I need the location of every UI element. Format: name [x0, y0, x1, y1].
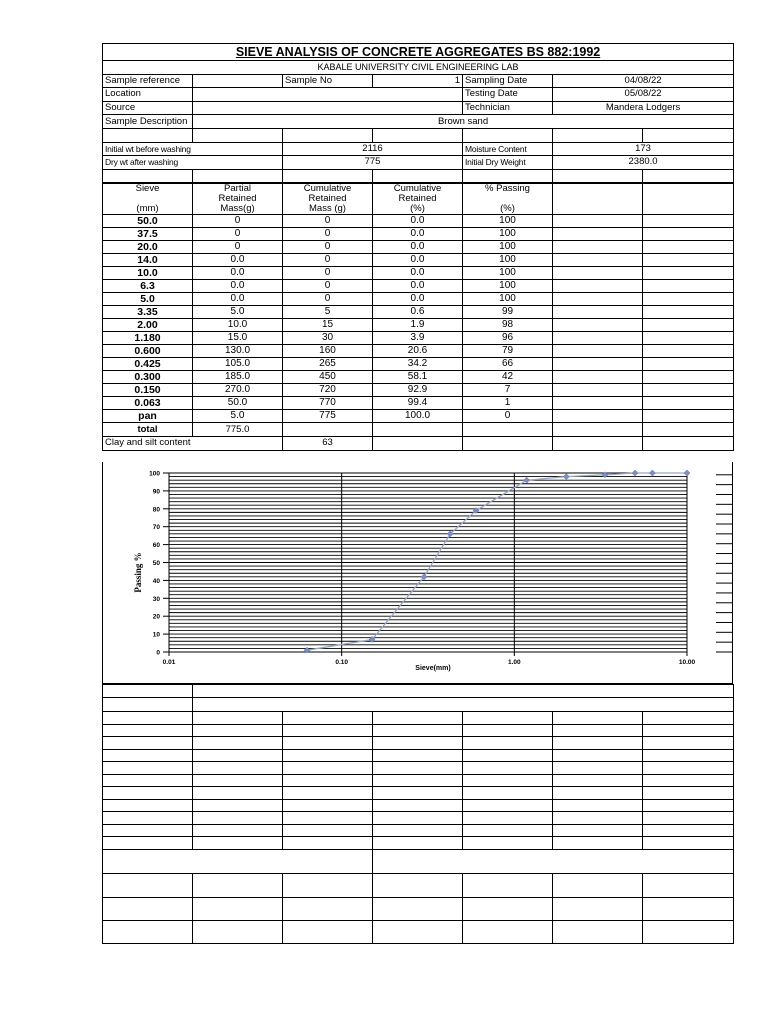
table-cell: 0 [283, 267, 373, 280]
table-cell: 100 [463, 267, 553, 280]
table-cell: 0.0 [373, 280, 463, 293]
table-cell: 99.4 [373, 397, 463, 410]
table-cell: 0.0 [373, 241, 463, 254]
initial-wt-value: 2116 [283, 142, 463, 156]
page-title: SIEVE ANALYSIS OF CONCRETE AGGREGATES BS 882:1992 [103, 44, 734, 61]
column-header: Retained [283, 194, 373, 204]
table-cell: 30 [283, 332, 373, 345]
sieve-size: 0.600 [103, 345, 193, 358]
data-point [632, 470, 638, 476]
lab-name: KABALE UNIVERSITY CIVIL ENGINEERING LAB [103, 61, 734, 75]
table-cell: 0.0 [373, 228, 463, 241]
sample-description-label: Sample Description [103, 115, 193, 129]
column-header: Cumulative [283, 184, 373, 195]
sieve-size: pan [103, 410, 193, 423]
location-label: Location [103, 88, 193, 102]
data-point [524, 477, 530, 483]
table-cell: 7 [463, 384, 553, 397]
sieve-size: 3.35 [103, 306, 193, 319]
table-cell: 0 [283, 293, 373, 306]
testing-date-value: 05/08/22 [553, 88, 734, 102]
table-cell: 720 [283, 384, 373, 397]
sieve-size: 10.0 [103, 267, 193, 280]
y-tick-label: 20 [152, 613, 160, 621]
table-row [103, 293, 734, 306]
table-cell: 0.0 [373, 267, 463, 280]
technician-label: Technician [463, 101, 553, 115]
table-cell: 1.9 [373, 319, 463, 332]
y-tick-label: 60 [152, 542, 160, 550]
table-cell: 0 [283, 254, 373, 267]
sieve-size: 2.00 [103, 319, 193, 332]
table-cell: 100 [463, 293, 553, 306]
table-row [103, 319, 734, 332]
table-row [103, 306, 734, 319]
table-cell: 0.0 [193, 280, 283, 293]
table-cell: 105.0 [193, 358, 283, 371]
y-tick-label: 90 [152, 488, 160, 496]
sample-no-label: Sample No [283, 74, 373, 88]
table-cell: 15.0 [193, 332, 283, 345]
moisture-content-label: Moisture Content [463, 142, 553, 156]
technician-value: Mandera Lodgers [553, 101, 734, 115]
sieve-size: 0.300 [103, 371, 193, 384]
x-axis-label: Sieve(mm) [415, 665, 451, 672]
initial-wt-label: Initial wt before washing [103, 142, 283, 156]
table-cell: 0.0 [373, 215, 463, 228]
table-row [103, 215, 734, 228]
table-cell: 100 [463, 215, 553, 228]
column-header: Sieve [103, 184, 193, 195]
table-cell: 5.0 [193, 306, 283, 319]
sample-description-value: Brown sand [193, 115, 734, 129]
table-cell: 96 [463, 332, 553, 345]
initial-dry-weight-value: 2380.0 [553, 156, 734, 170]
sample-no-value: 1 [373, 74, 463, 88]
sieve-table [102, 183, 734, 450]
table-cell: 34.2 [373, 358, 463, 371]
table-cell: 100 [463, 254, 553, 267]
sieve-size: 6.3 [103, 280, 193, 293]
source-label: Source [103, 101, 193, 115]
data-point [563, 474, 569, 480]
sampling-date-label: Sampling Date [463, 74, 553, 88]
table-cell: 450 [283, 371, 373, 384]
table-cell: 0 [283, 280, 373, 293]
table-row [103, 267, 734, 280]
x-tick-label: 0.10 [335, 659, 348, 666]
table-cell: 0.0 [193, 267, 283, 280]
table-row [103, 397, 734, 410]
table-cell: 10.0 [193, 319, 283, 332]
table-cell: 100.0 [373, 410, 463, 423]
table-cell: 0.0 [193, 254, 283, 267]
table-cell: 100 [463, 280, 553, 293]
x-tick-label: 0.01 [162, 659, 176, 666]
y-tick-label: 30 [152, 595, 160, 603]
table-cell: 770 [283, 397, 373, 410]
clay-silt-value: 63 [283, 436, 373, 450]
table-cell: 15 [283, 319, 373, 332]
location-value [193, 88, 463, 102]
table-cell: 0 [463, 410, 553, 423]
table-cell: 0.0 [373, 254, 463, 267]
y-tick-label: 100 [149, 470, 160, 478]
table-row [103, 384, 734, 397]
table-cell: 79 [463, 345, 553, 358]
table-cell: 265 [283, 358, 373, 371]
column-header: Cumulative [373, 184, 463, 195]
x-tick-label: 1.00 [508, 659, 521, 666]
table-cell: 0 [283, 241, 373, 254]
data-point [684, 470, 690, 476]
y-tick-label: 50 [152, 560, 160, 567]
dry-wt-value: 775 [283, 156, 463, 170]
y-axis-label: Passing % [133, 552, 143, 593]
table-cell: 100 [463, 228, 553, 241]
sieve-size: 50.0 [103, 215, 193, 228]
table-cell: 0 [283, 228, 373, 241]
sieve-size: 20.0 [103, 241, 193, 254]
table-cell: 5.0 [193, 410, 283, 423]
sieve-size: 37.5 [103, 228, 193, 241]
table-cell: 0.0 [373, 293, 463, 306]
sieve-analysis-sheet [102, 43, 733, 451]
table-cell: 160 [283, 345, 373, 358]
sieve-size: 0.150 [103, 384, 193, 397]
table-row [103, 332, 734, 345]
table-cell: 50.0 [193, 397, 283, 410]
table-cell: 0 [283, 215, 373, 228]
clay-silt-label: Clay and silt content [103, 436, 283, 450]
data-point [649, 470, 655, 476]
table-cell: 1 [463, 397, 553, 410]
info-table [102, 43, 734, 183]
column-header: Retained [193, 194, 283, 204]
table-row [103, 358, 734, 371]
source-value [193, 101, 463, 115]
sieve-size: 5.0 [103, 293, 193, 306]
table-cell: 0.0 [193, 293, 283, 306]
table-row [103, 228, 734, 241]
table-row [103, 345, 734, 358]
column-header: (mm) [103, 204, 193, 215]
total-value: 775.0 [193, 423, 283, 437]
blank-lower-table [102, 684, 734, 944]
total-label: total [103, 423, 193, 437]
y-tick-label: 80 [152, 506, 160, 514]
y-tick-label: 0 [156, 649, 160, 657]
table-cell: 0 [193, 228, 283, 241]
grading-curve-svg [103, 462, 732, 683]
table-cell: 92.9 [373, 384, 463, 397]
y-tick-label: 40 [152, 577, 160, 585]
column-header [103, 194, 193, 204]
sieve-size: 0.063 [103, 397, 193, 410]
table-cell: 0 [193, 241, 283, 254]
sieve-size: 14.0 [103, 254, 193, 267]
x-tick-label: 10.00 [678, 659, 696, 666]
y-tick-label: 10 [152, 631, 160, 639]
table-cell: 42 [463, 371, 553, 384]
table-row [103, 410, 734, 423]
table-row [103, 254, 734, 267]
table-cell: 66 [463, 358, 553, 371]
column-header: Retained [373, 194, 463, 204]
sieve-size: 1.180 [103, 332, 193, 345]
table-cell: 270.0 [193, 384, 283, 397]
sampling-date-value: 04/08/22 [553, 74, 734, 88]
table-row [103, 371, 734, 384]
column-header: (%) [463, 204, 553, 215]
table-cell: 98 [463, 319, 553, 332]
grading-chart [102, 462, 733, 684]
testing-date-label: Testing Date [463, 88, 553, 102]
table-cell: 130.0 [193, 345, 283, 358]
sieve-size: 0.425 [103, 358, 193, 371]
table-cell: 3.9 [373, 332, 463, 345]
table-row [103, 280, 734, 293]
column-header [463, 194, 553, 204]
initial-dry-weight-label: Initial Dry Weight [463, 156, 553, 170]
table-cell: 58.1 [373, 371, 463, 384]
column-header: Partial [193, 184, 283, 195]
sample-reference-value [193, 74, 283, 88]
column-header: Mass (g) [283, 204, 373, 215]
column-header: Mass(g) [193, 204, 283, 215]
sample-reference-label: Sample reference [103, 74, 193, 88]
table-cell: 100 [463, 241, 553, 254]
table-cell: 20.6 [373, 345, 463, 358]
table-row [103, 241, 734, 254]
column-header: % Passing [463, 184, 553, 195]
table-cell: 0 [193, 215, 283, 228]
table-cell: 0.6 [373, 306, 463, 319]
y-tick-label: 70 [152, 524, 160, 532]
table-cell: 99 [463, 306, 553, 319]
table-cell: 185.0 [193, 371, 283, 384]
table-cell: 5 [283, 306, 373, 319]
moisture-content-value: 173 [553, 142, 734, 156]
column-header: (%) [373, 204, 463, 215]
dry-wt-label: Dry wt after washing [103, 156, 283, 170]
table-cell: 775 [283, 410, 373, 423]
